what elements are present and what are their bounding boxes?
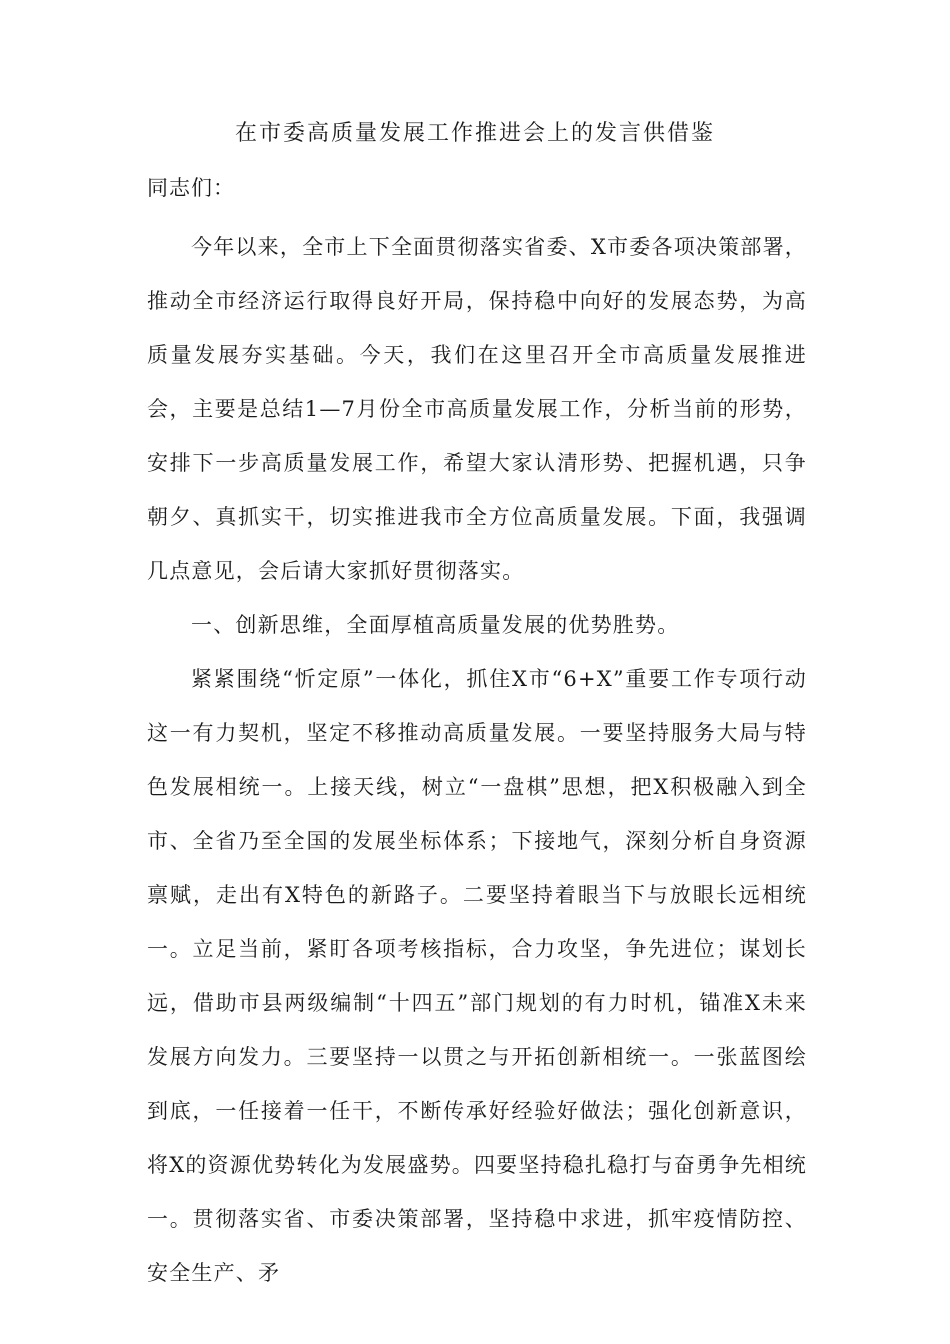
section-heading-1: 一、创新思维，全面厚植高质量发展的优势胜势。 bbox=[191, 613, 680, 637]
paragraph-section-1: 紧紧围绕“忻定原”一体化，抓住X市“6+X”重要工作专项行动这一有力契机，坚定不移推动高质量发展。一要坚持服务大局与特色发展相统一。上接天线，树立“一盘棋”思想，把X积极融入到全市、全省乃至全国的发展坐标体系；下接地气，深刻分析自身资源禀赋，走出有X特色的新路子。二要坚持着眼当下与放眼长远相统一。立足当前，紧盯各项考核指标，合力攻坚，争先进位；谋划长远，借助市县两级编制“十四五”部门规划的有力时机，锚准X未来发展方向发力。三要坚持一以贯之与开拓创新相统一。一张蓝图绘到底，一任接着一任干，不断传承好经验好做法；强化创新意识，将X的资源优势转化为发展盛势。四要坚持稳扎稳打与奋勇争先相统一。贯彻落实省、市委决策部署，坚持稳中求进，抓牢疫情防控、安全生产、矛 bbox=[147, 667, 807, 1285]
document-body bbox=[147, 220, 807, 1300]
paragraph-intro: 今年以来，全市上下全面贯彻落实省委、X市委各项决策部署，推动全市经济运行取得良好开局，保持稳中向好的发展态势，为高质量发展夯实基础。今天，我们在这里召开全市高质量发展推进会，主要是总结1—7月份全市高质量发展工作，分析当前的形势，安排下一步高质量发展工作，希望大家认清形势、把握机遇，只争朝夕、真抓实干，切实推进我市全方位高质量发展。下面，我强调几点意见，会后请大家抓好贯彻落实。 bbox=[147, 235, 807, 583]
document-title: 在市委高质量发展工作推进会上的发言供借鉴 bbox=[234, 121, 715, 146]
salutation: 同志们： bbox=[147, 176, 235, 200]
